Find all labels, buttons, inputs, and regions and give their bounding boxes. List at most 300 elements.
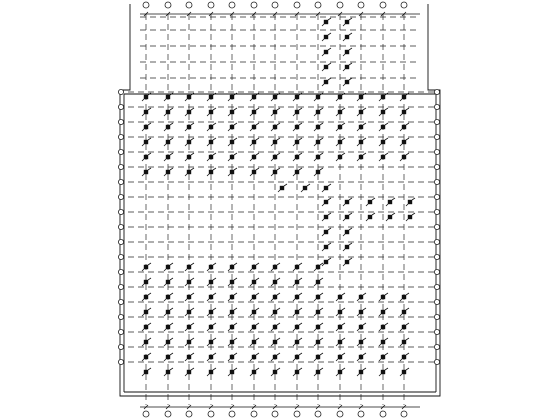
column-square	[166, 355, 170, 359]
column-tag-line	[256, 108, 259, 110]
column-tag-line	[191, 368, 194, 370]
column-tag-line	[299, 368, 302, 370]
column-marker	[185, 368, 194, 376]
column-tag-line	[170, 108, 173, 110]
column-square	[381, 125, 385, 129]
column-tag-line	[299, 278, 302, 280]
column-square	[338, 95, 342, 99]
column-tag-line	[349, 63, 352, 65]
column-tag-line	[191, 323, 194, 325]
column-marker	[164, 278, 173, 286]
column-tag-line	[234, 153, 237, 155]
column-square	[230, 140, 234, 144]
column-tag-line	[164, 99, 166, 101]
column-marker	[207, 353, 216, 361]
column-tag-line	[328, 228, 331, 230]
axis-bubble	[401, 411, 407, 417]
column-marker	[185, 168, 194, 176]
axis-bubbles	[118, 2, 439, 417]
column-marker	[386, 198, 395, 206]
column-square	[209, 340, 213, 344]
column-tag-line	[363, 308, 366, 310]
column-marker	[164, 263, 173, 271]
column-marker	[250, 323, 259, 331]
column-marker	[185, 138, 194, 146]
column-tag-line	[213, 278, 216, 280]
column-tag-line	[213, 308, 216, 310]
column-square	[144, 370, 148, 374]
axis-grid-lines	[118, 14, 440, 405]
axis-bubble	[272, 411, 278, 417]
column-marker	[185, 323, 194, 331]
column-marker	[343, 258, 352, 266]
column-tag-line	[293, 344, 295, 346]
column-marker	[185, 308, 194, 316]
column-square	[144, 140, 148, 144]
column-marker	[207, 278, 216, 286]
axis-bubble	[380, 2, 386, 8]
column-marker	[379, 338, 388, 346]
column-square	[144, 325, 148, 329]
axis-bubble	[434, 284, 439, 289]
column-tag-line	[343, 234, 345, 236]
column-marker	[142, 323, 151, 331]
column-tag-line	[357, 299, 359, 301]
column-tag-line	[299, 123, 302, 125]
column-marker	[343, 213, 352, 221]
column-marker	[228, 138, 237, 146]
column-marker	[164, 123, 173, 131]
column-tag-line	[207, 114, 209, 116]
column-marker	[207, 308, 216, 316]
column-tag-line	[322, 39, 324, 41]
column-tag-line	[328, 18, 331, 20]
column-marker	[228, 353, 237, 361]
column-square	[338, 340, 342, 344]
column-marker	[142, 293, 151, 301]
column-tag-line	[213, 353, 216, 355]
column-tag-line	[185, 99, 187, 101]
axis-bubble	[208, 2, 214, 8]
column-square	[273, 265, 277, 269]
column-tag-line	[386, 204, 388, 206]
column-tag-line	[170, 168, 173, 170]
column-marker	[379, 353, 388, 361]
column-tag-line	[250, 174, 252, 176]
column-tag-line	[213, 323, 216, 325]
column-tag-line	[277, 368, 280, 370]
column-marker	[343, 63, 352, 71]
column-tag-line	[234, 263, 237, 265]
column-tag-line	[256, 278, 259, 280]
column-tag-line	[170, 308, 173, 310]
column-square	[230, 295, 234, 299]
column-tag-line	[256, 123, 259, 125]
column-marker	[336, 308, 345, 316]
column-square	[187, 310, 191, 314]
column-square	[273, 310, 277, 314]
column-tag-line	[185, 359, 187, 361]
column-square	[166, 110, 170, 114]
column-tag-line	[207, 344, 209, 346]
column-tag-line	[320, 308, 323, 310]
column-tag-line	[314, 174, 316, 176]
column-tag-line	[343, 39, 345, 41]
column-marker	[357, 323, 366, 331]
column-tag-line	[234, 293, 237, 295]
column-marker	[400, 338, 409, 346]
column-tag-line	[234, 353, 237, 355]
axis-bubble	[434, 119, 439, 124]
column-square	[230, 370, 234, 374]
axis-bubble	[118, 179, 123, 184]
column-square	[316, 110, 320, 114]
column-tag-line	[322, 264, 324, 266]
column-tag-line	[293, 374, 295, 376]
column-tag-line	[277, 168, 280, 170]
column-tag-line	[299, 153, 302, 155]
column-square	[187, 265, 191, 269]
column-square	[338, 370, 342, 374]
column-tag-line	[336, 159, 338, 161]
column-square	[338, 295, 342, 299]
column-tag-line	[250, 144, 252, 146]
column-tag-line	[385, 338, 388, 340]
column-marker	[322, 33, 331, 41]
column-tag-line	[314, 129, 316, 131]
column-square	[295, 125, 299, 129]
column-tag-line	[342, 123, 345, 125]
column-marker	[142, 138, 151, 146]
column-marker	[228, 263, 237, 271]
column-marker	[207, 168, 216, 176]
column-tag-line	[191, 278, 194, 280]
column-tag-line	[185, 269, 187, 271]
column-square	[338, 155, 342, 159]
column-tag-line	[170, 138, 173, 140]
column-square	[187, 140, 191, 144]
axis-bubble	[118, 134, 123, 139]
column-tag-line	[320, 293, 323, 295]
column-tag-line	[366, 219, 368, 221]
column-tag-line	[213, 108, 216, 110]
column-tag-line	[234, 123, 237, 125]
column-marker	[142, 308, 151, 316]
axis-bubble	[251, 2, 257, 8]
column-marker	[250, 278, 259, 286]
column-tag-line	[191, 263, 194, 265]
column-marker	[207, 153, 216, 161]
column-square	[316, 170, 320, 174]
column-marker	[142, 368, 151, 376]
column-marker	[142, 278, 151, 286]
column-tag-line	[185, 284, 187, 286]
axis-bubble	[358, 411, 364, 417]
column-tag-line	[379, 159, 381, 161]
column-tag-line	[164, 159, 166, 161]
column-tag-line	[320, 323, 323, 325]
column-tag-line	[271, 129, 273, 131]
column-marker	[400, 293, 409, 301]
column-square	[316, 280, 320, 284]
column-tag-line	[191, 168, 194, 170]
column-square	[295, 155, 299, 159]
column-tag-line	[207, 299, 209, 301]
column-square	[273, 355, 277, 359]
column-marker	[250, 138, 259, 146]
axis-bubble	[434, 329, 439, 334]
column-square	[252, 95, 256, 99]
column-square	[252, 295, 256, 299]
column-marker	[271, 368, 280, 376]
column-tag-line	[293, 299, 295, 301]
column-square	[381, 110, 385, 114]
column-marker	[164, 138, 173, 146]
column-tag-line	[314, 144, 316, 146]
column-tag-line	[363, 323, 366, 325]
column-square	[252, 140, 256, 144]
column-tag-line	[299, 263, 302, 265]
axis-bubble	[434, 254, 439, 259]
column-square	[316, 310, 320, 314]
column-tag-line	[191, 338, 194, 340]
column-tag-line	[299, 168, 302, 170]
column-tag-line	[314, 299, 316, 301]
column-marker	[322, 78, 331, 86]
column-marker	[164, 293, 173, 301]
column-tag-line	[372, 198, 375, 200]
axis-bubble	[118, 104, 123, 109]
column-tag-line	[191, 108, 194, 110]
column-marker	[185, 338, 194, 346]
column-marker	[322, 18, 331, 26]
column-square	[187, 155, 191, 159]
column-tag-line	[256, 308, 259, 310]
column-marker	[343, 228, 352, 236]
column-square	[209, 125, 213, 129]
column-tag-line	[412, 213, 415, 215]
column-tag-line	[385, 153, 388, 155]
column-tag-line	[142, 329, 144, 331]
column-tag-line	[191, 138, 194, 140]
column-marker	[185, 293, 194, 301]
column-square	[252, 125, 256, 129]
column-square	[345, 215, 349, 219]
column-square	[381, 370, 385, 374]
column-square	[368, 200, 372, 204]
column-square	[187, 110, 191, 114]
column-marker	[322, 63, 331, 71]
column-marker	[357, 138, 366, 146]
column-tag-line	[148, 308, 151, 310]
column-tag-line	[400, 344, 402, 346]
column-marker	[357, 338, 366, 346]
column-marker	[343, 18, 352, 26]
column-tag-line	[342, 353, 345, 355]
column-tag-line	[234, 278, 237, 280]
column-marker	[379, 368, 388, 376]
column-tag-line	[207, 144, 209, 146]
column-tag-line	[148, 368, 151, 370]
column-tag-line	[142, 284, 144, 286]
column-tag-line	[349, 18, 352, 20]
column-tag-line	[213, 263, 216, 265]
column-tag-line	[234, 308, 237, 310]
column-tag-line	[142, 99, 144, 101]
column-marker	[293, 138, 302, 146]
column-square	[295, 280, 299, 284]
column-tag-line	[385, 308, 388, 310]
column-marker	[379, 308, 388, 316]
column-marker	[293, 263, 302, 271]
column-square	[338, 140, 342, 144]
column-marker	[322, 213, 331, 221]
column-tag-line	[363, 353, 366, 355]
column-tag-line	[293, 174, 295, 176]
column-tag-line	[379, 299, 381, 301]
column-tag-line	[170, 278, 173, 280]
column-marker	[164, 168, 173, 176]
column-square	[144, 110, 148, 114]
column-tag-line	[164, 269, 166, 271]
axis-bubble	[315, 411, 321, 417]
column-tag-line	[213, 368, 216, 370]
column-tag-line	[256, 293, 259, 295]
column-tag-line	[343, 24, 345, 26]
column-square	[209, 170, 213, 174]
column-square	[338, 325, 342, 329]
column-square	[338, 110, 342, 114]
column-marker	[164, 353, 173, 361]
column-square	[187, 95, 191, 99]
column-marker	[271, 308, 280, 316]
column-square	[324, 35, 328, 39]
column-marker	[314, 123, 323, 131]
column-tag-line	[379, 374, 381, 376]
column-tag-line	[191, 153, 194, 155]
axis-bubble	[118, 209, 123, 214]
column-tag-line	[234, 323, 237, 325]
column-marker	[400, 108, 409, 116]
column-tag-line	[328, 243, 331, 245]
column-tag-line	[386, 219, 388, 221]
column-tag-line	[142, 114, 144, 116]
column-square	[316, 125, 320, 129]
column-marker	[185, 278, 194, 286]
column-marker	[336, 368, 345, 376]
column-square	[209, 355, 213, 359]
column-marker	[314, 293, 323, 301]
column-square	[402, 325, 406, 329]
column-marker	[293, 168, 302, 176]
column-tag-line	[277, 323, 280, 325]
column-tag-line	[400, 99, 402, 101]
column-tag-line	[336, 314, 338, 316]
column-marker	[142, 263, 151, 271]
column-square	[230, 340, 234, 344]
column-tag-line	[385, 368, 388, 370]
column-tag-line	[250, 159, 252, 161]
column-tag-line	[299, 323, 302, 325]
column-tag-line	[357, 129, 359, 131]
column-square	[252, 170, 256, 174]
column-marker	[301, 184, 310, 192]
column-marker	[207, 338, 216, 346]
column-tag-line	[320, 278, 323, 280]
column-tag-line	[142, 269, 144, 271]
column-tag-line	[234, 338, 237, 340]
column-square	[388, 215, 392, 219]
column-tag-line	[293, 129, 295, 131]
axis-bubble	[118, 269, 123, 274]
axis-bubble	[401, 2, 407, 8]
column-square	[402, 125, 406, 129]
column-marker	[357, 123, 366, 131]
column-tag-line	[256, 263, 259, 265]
column-tag-line	[228, 359, 230, 361]
column-tag-line	[271, 159, 273, 161]
column-tag-line	[406, 108, 409, 110]
column-marker	[142, 353, 151, 361]
column-marker	[250, 308, 259, 316]
column-tag-line	[320, 338, 323, 340]
column-tag-line	[170, 263, 173, 265]
column-square	[402, 370, 406, 374]
column-marker	[293, 353, 302, 361]
column-square	[187, 370, 191, 374]
axis-bubble	[434, 179, 439, 184]
axis-bubble	[434, 314, 439, 319]
column-square	[295, 140, 299, 144]
column-tag-line	[400, 159, 402, 161]
column-tag-line	[271, 99, 273, 101]
column-tag-line	[379, 329, 381, 331]
column-tag-line	[250, 374, 252, 376]
column-tag-line	[385, 293, 388, 295]
column-tag-line	[185, 144, 187, 146]
column-marker	[164, 108, 173, 116]
column-tag-line	[322, 234, 324, 236]
column-marker	[142, 123, 151, 131]
column-square	[402, 355, 406, 359]
column-tag-line	[207, 174, 209, 176]
column-square	[316, 140, 320, 144]
column-tag-line	[164, 174, 166, 176]
column-tag-line	[357, 329, 359, 331]
column-tag-line	[148, 123, 151, 125]
column-marker	[343, 48, 352, 56]
column-tag-line	[142, 174, 144, 176]
column-tag-line	[234, 108, 237, 110]
column-tag-line	[379, 314, 381, 316]
column-tag-line	[228, 99, 230, 101]
column-tag-line	[142, 344, 144, 346]
column-marker	[271, 323, 280, 331]
column-square	[295, 95, 299, 99]
column-marker	[322, 243, 331, 251]
column-square	[144, 310, 148, 314]
column-square	[408, 215, 412, 219]
column-tag-line	[349, 213, 352, 215]
column-tag-line	[213, 293, 216, 295]
column-tag-line	[228, 114, 230, 116]
column-marker	[357, 153, 366, 161]
column-tag-line	[400, 129, 402, 131]
column-square	[359, 325, 363, 329]
column-tag-line	[406, 219, 408, 221]
column-tag-line	[148, 338, 151, 340]
column-marker	[278, 184, 287, 192]
